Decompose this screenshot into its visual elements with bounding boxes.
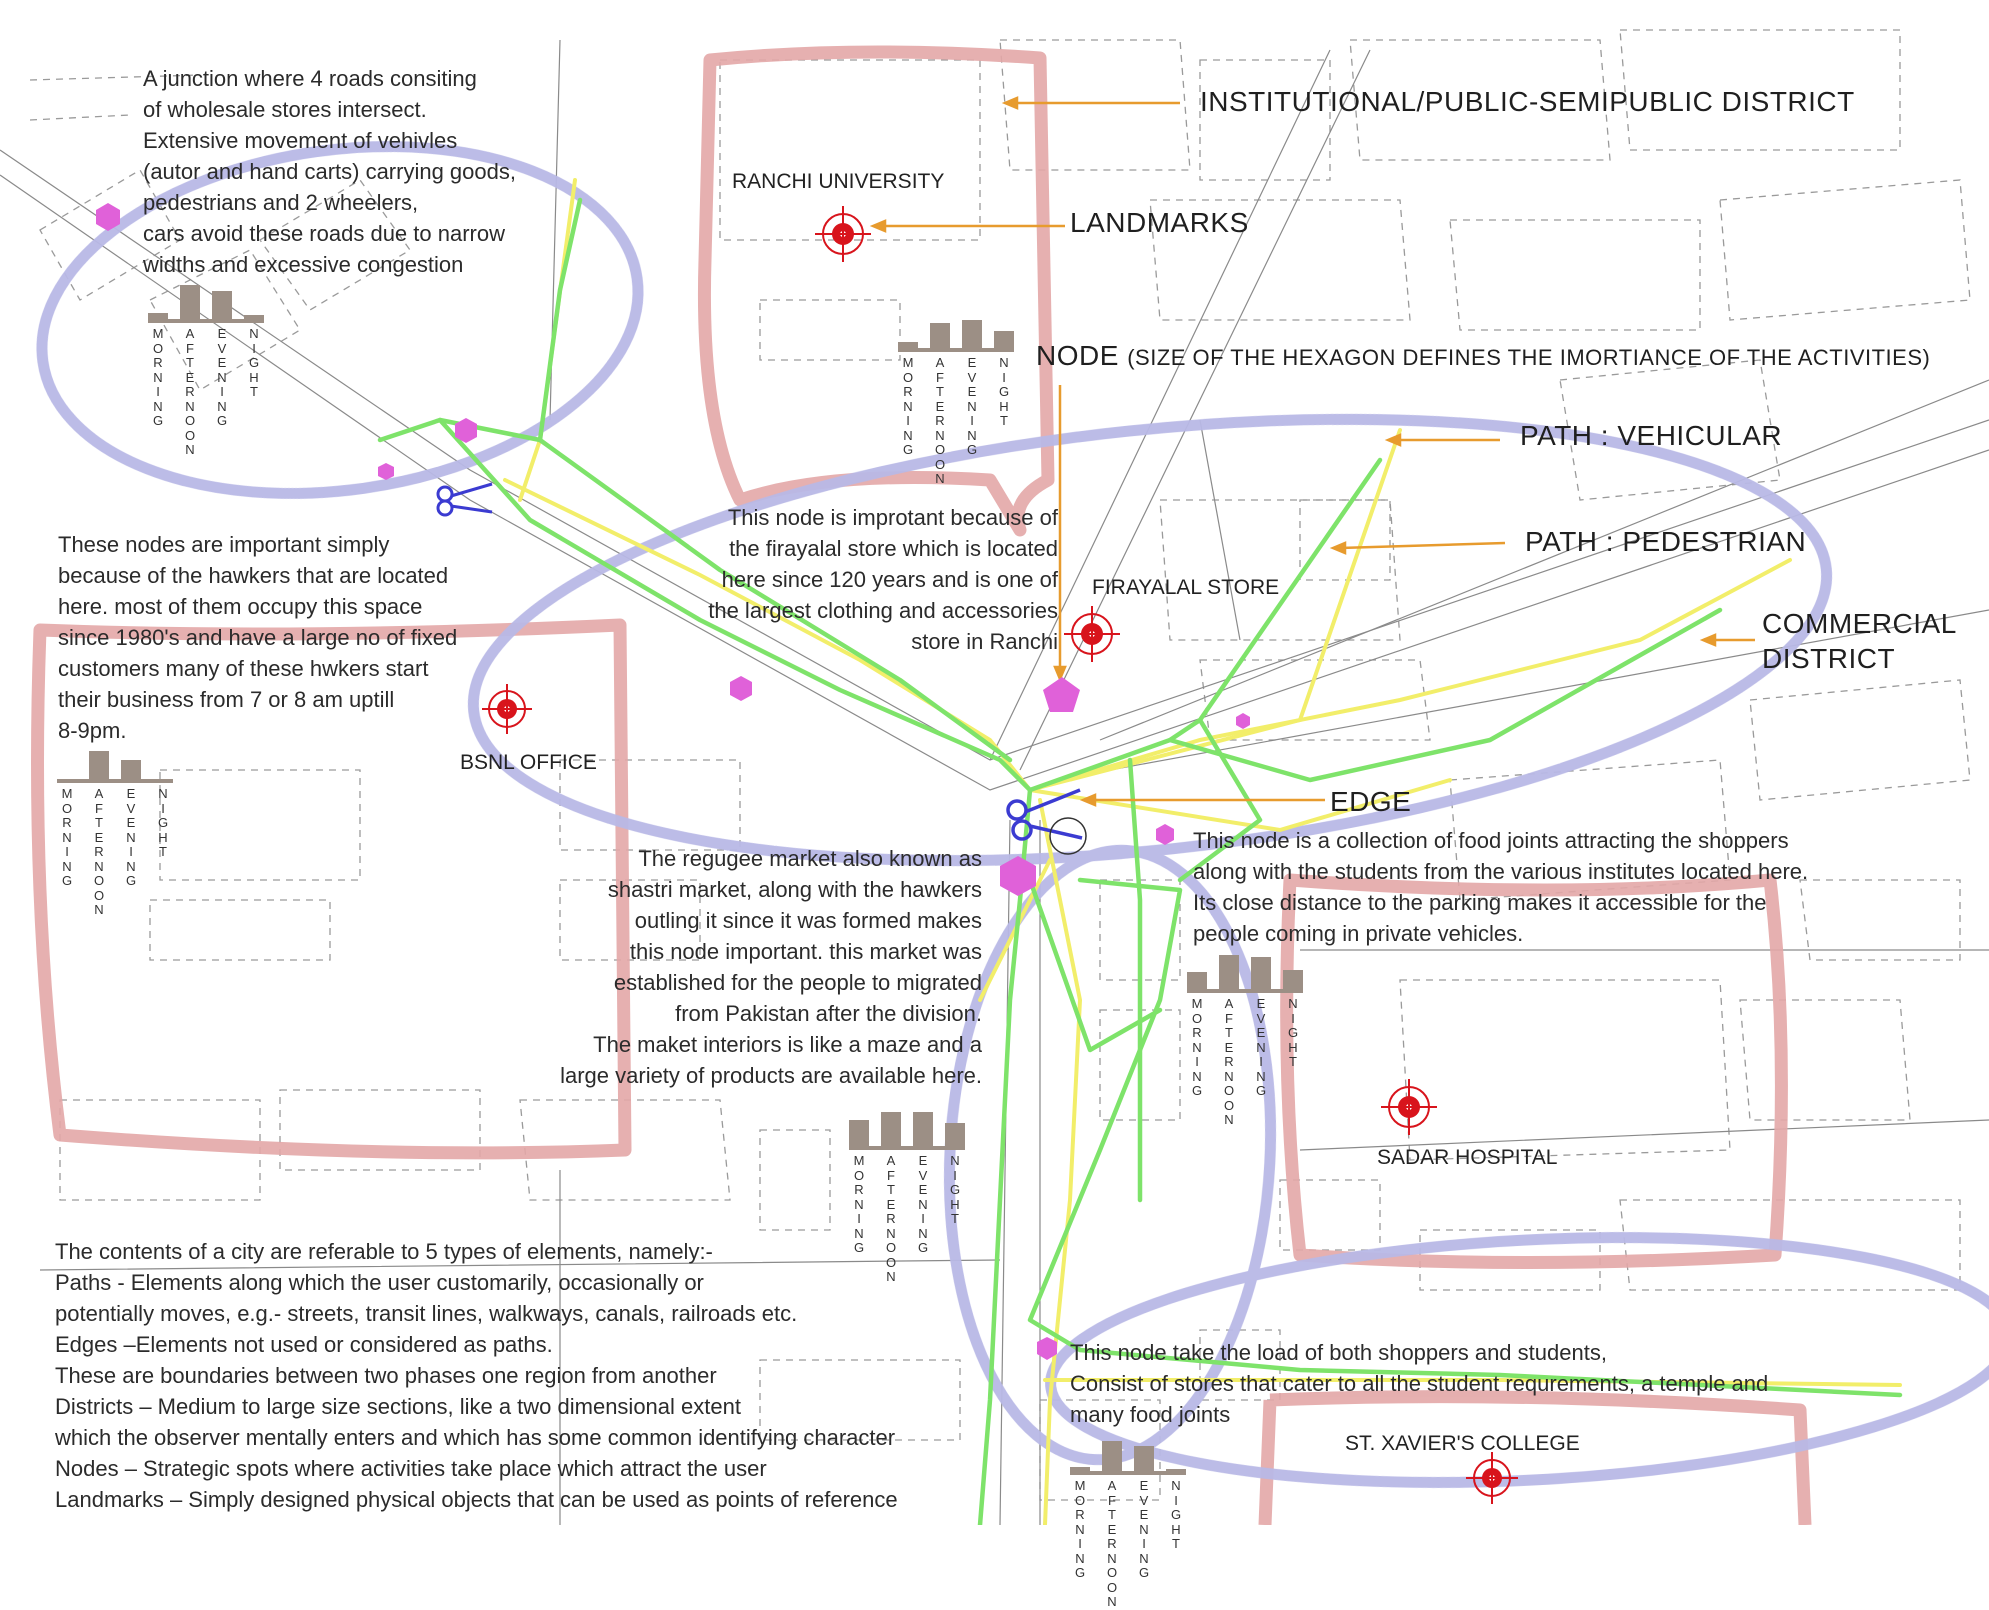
legend-commercial-district: COMMERCIAL DISTRICT (1762, 608, 1957, 674)
activity-bar-morning (1070, 1467, 1090, 1475)
activity-chart-university (898, 314, 1014, 486)
note-students: This node take the load of both shoppers and students, Consist of stores that cater to all the student requrements, a temple and many food joints (1070, 1340, 1769, 1427)
activity-bar-afternoon (1219, 955, 1239, 993)
activity-bar-evening (212, 291, 232, 323)
place-st-xaviers-college: ST. XAVIER'S COLLEGE (1345, 1432, 1580, 1455)
activity-label-afternoon: AFTERNOON (184, 326, 196, 457)
activity-label-evening: EVENING (1138, 1478, 1150, 1580)
activity-label-evening: EVENING (125, 786, 137, 888)
note-firayalal: This node is improtant because of the firayalal store which is located here since 120 years and is one of the largest clothing and accessories store in Ranchi (708, 505, 1058, 654)
legend-path-pedestrian: PATH : PEDESTRIAN (1525, 526, 1807, 557)
activity-bar-morning (148, 313, 168, 323)
activity-chart-bsnl (57, 745, 173, 917)
activity-label-morning: MORNING (902, 355, 914, 457)
activity-bars (849, 1112, 965, 1150)
activity-label-afternoon: AFTERNOON (934, 355, 946, 486)
note-food-joints: This node is a collection of food joints attracting the shoppers along with the students from the various institutes located here. Its close distance to the parking makes it accessible for the people coming in private vehicles. (1193, 828, 1809, 946)
activity-label-evening: EVENING (1255, 996, 1267, 1098)
activity-bar-morning (898, 342, 918, 352)
activity-time-labels (849, 1150, 965, 1284)
activity-label-morning: MORNING (61, 786, 73, 888)
activity-bar-afternoon (881, 1112, 901, 1150)
note-refugee-market: The regugee market also known as shastri market, along with the hawkers outling it since it was formed makes this node important. this market was established for the people to migrated from Pakistan after the division. The maket interiors is like a maze and a large variety of products are available here. (560, 846, 982, 1088)
legend-institutional-district: INSTITUTIONAL/PUBLIC-SEMIPUBLIC DISTRICT (1200, 86, 1855, 117)
activity-label-evening: EVENING (917, 1153, 929, 1255)
activity-chart-xavier (1070, 1437, 1186, 1609)
legend-path-vehicular: PATH : VEHICULAR (1520, 420, 1783, 451)
place-bsnl-office: BSNL OFFICE (460, 751, 597, 774)
activity-bar-morning (1187, 972, 1207, 993)
place-firayalal-store: FIRAYALAL STORE (1092, 576, 1280, 599)
activity-bars (898, 314, 1014, 352)
activity-time-labels (1187, 993, 1303, 1127)
activity-label-morning: MORNING (152, 326, 164, 428)
activity-label-afternoon: AFTERNOON (1106, 1478, 1118, 1609)
legend-node (1036, 340, 1930, 372)
activity-bar-evening (962, 320, 982, 352)
legend-node-note: (SIZE OF THE HEXAGON DEFINES THE IMORTIANCE OF THE ACTIVITIES) (1127, 345, 1931, 370)
activity-label-morning: MORNING (1191, 996, 1203, 1098)
activity-label-night: NIGHT (1287, 996, 1299, 1069)
note-city-elements: The contents of a city are referable to 5 types of elements, namely:- Paths - Elements along which the user customarily, occasionally or potentially moves, e.g.- streets, transit lines, walkways, canals, railroads etc. Edges –Elements not used or considered as paths. These are boundaries between two phases one region from another Districts – Medium to large size sections, like a two dimensional extent which the observer mentally enters and which has some common identifying character Nodes – Strategic spots where activities take place which attract the user Landmarks – Simply designed physical objects that can be used as points of reference (55, 1239, 898, 1512)
legend-edge: EDGE (1330, 786, 1412, 817)
activity-bar-night (994, 331, 1014, 352)
activity-label-night: NIGHT (949, 1153, 961, 1226)
node-hawkers (730, 676, 752, 701)
edge-marker-northwest (438, 484, 492, 515)
node-firayalal (1043, 677, 1080, 712)
note-hawkers: These nodes are important simply because of the hawkers that are located here. most of them occupy this space since 1980's and have a large no of fixed customers many of these hwkers start their business from 7 or 8 am uptill 8-9pm. (58, 532, 458, 743)
activity-bars (1070, 1437, 1186, 1475)
landmark-firayalal-store (1064, 606, 1120, 662)
node-hawkers-small (378, 463, 394, 480)
place-ranchi-university: RANCHI UNIVERSITY (732, 170, 945, 193)
activity-chart-junction (148, 285, 264, 457)
activity-label-evening: EVENING (966, 355, 978, 457)
activity-bars (1187, 955, 1303, 993)
activity-bar-night (1283, 970, 1303, 993)
activity-label-afternoon: AFTERNOON (1223, 996, 1235, 1127)
activity-label-night: NIGHT (248, 326, 260, 399)
activity-bar-night (244, 315, 264, 323)
activity-label-night: NIGHT (1170, 1478, 1182, 1551)
landmark-ranchi-university (815, 206, 871, 262)
activity-label-afternoon: AFTERNOON (93, 786, 105, 917)
activity-time-labels (898, 352, 1014, 486)
activity-bar-afternoon (89, 751, 109, 783)
node-food-joints (1156, 824, 1174, 845)
place-sadar-hospital: SADAR HOSPITAL (1377, 1146, 1558, 1169)
landmark-sadar-hospital (1381, 1079, 1437, 1135)
activity-bar-morning (849, 1120, 869, 1150)
activity-label-night: NIGHT (157, 786, 169, 859)
activity-bars (148, 285, 264, 323)
activity-label-evening: EVENING (216, 326, 228, 428)
activity-bar-afternoon (930, 323, 950, 352)
activity-bar-night (945, 1123, 965, 1150)
activity-bar-evening (121, 760, 141, 783)
node-east-small (1236, 713, 1250, 729)
activity-time-labels (1070, 1475, 1186, 1609)
activity-chart-refugee (849, 1112, 965, 1284)
legend-node-label: NODE (1036, 340, 1119, 371)
activity-time-labels (57, 783, 173, 917)
activity-bar-afternoon (180, 285, 200, 323)
activity-label-night: NIGHT (998, 355, 1010, 428)
activity-label-morning: MORNING (1074, 1478, 1086, 1580)
activity-bar-afternoon (1102, 1441, 1122, 1475)
activity-label-morning: MORNING (853, 1153, 865, 1255)
activity-bar-evening (1251, 957, 1271, 993)
activity-bars (57, 745, 173, 783)
activity-chart-food (1187, 955, 1303, 1127)
activity-bar-evening (913, 1112, 933, 1150)
note-junction: A junction where 4 roads consiting of wholesale stores intersect. Extensive movement of vehivles (autor and hand carts) carrying goods, pedestrians and 2 wheelers, cars avoid these roads due to narrow widths and excessive congestion (143, 66, 516, 277)
activity-label-afternoon: AFTERNOON (885, 1153, 897, 1284)
landmark-st-xaviers-college (1466, 1452, 1518, 1504)
activity-time-labels (148, 323, 264, 457)
activity-bar-evening (1134, 1446, 1154, 1475)
legend-landmarks: LANDMARKS (1070, 207, 1249, 238)
node-markers (96, 203, 1250, 1360)
